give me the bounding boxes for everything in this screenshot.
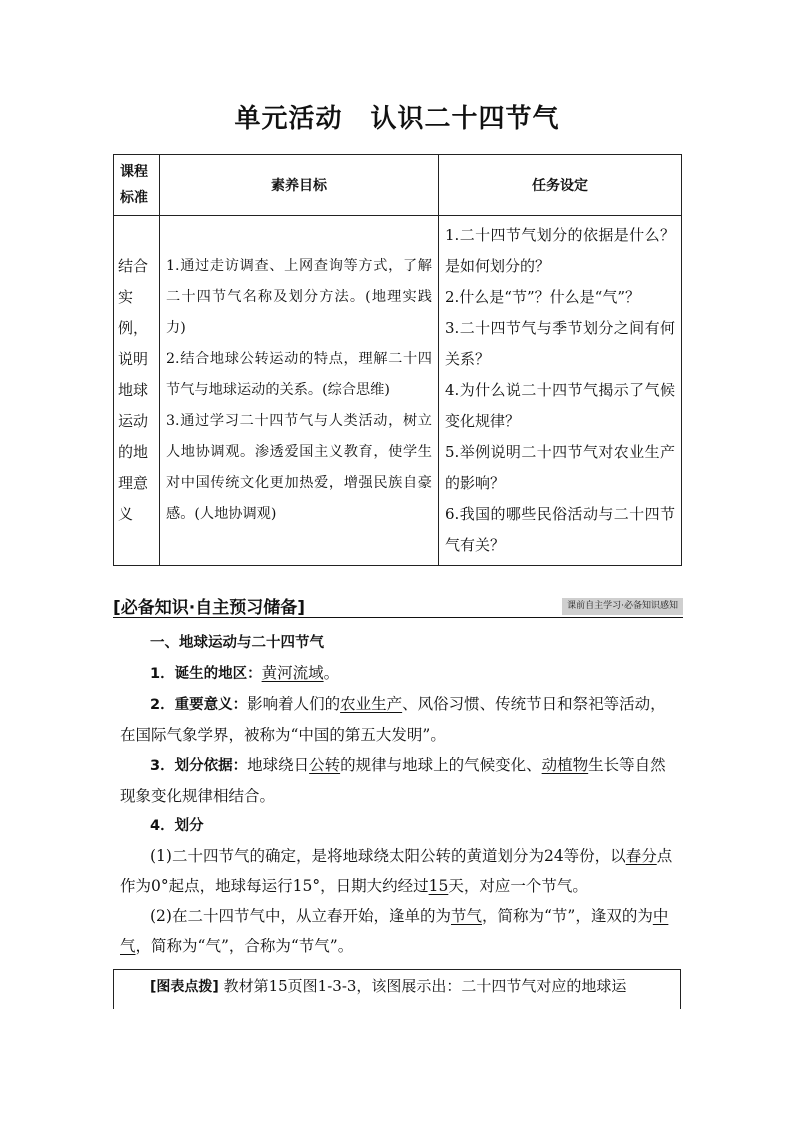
goals-cell bbox=[160, 216, 439, 566]
paragraph-basis: 3．划分依据：地球绕日公转的规律与地球上的气候变化、动植物生长等自然现象变化规律相结合。 bbox=[120, 756, 666, 805]
figure-note-text: 教材第15页图1-3-3，该图展示出：二十四节气对应的地球运 bbox=[223, 977, 627, 995]
figure-note-box bbox=[113, 969, 681, 1009]
header-standard: 课程 标准 bbox=[114, 155, 160, 216]
standard-cell: 结合 实 例， 说明 地球 运动 的地 理意 义 bbox=[114, 216, 160, 566]
task-item: 6.我国的哪些民俗活动与二十四节气有关？ bbox=[445, 505, 675, 554]
paragraph-division-2: (2)在二十四节气中，从立春开始，逢单的为节气，简称为“节”，逢双的为中气，简称为“气”，合称为“节气”。 bbox=[120, 907, 669, 955]
content-body bbox=[120, 628, 680, 961]
table-header-row bbox=[114, 155, 682, 216]
page-title: 单元活动 认识二十四节气 bbox=[234, 104, 560, 134]
table-row bbox=[114, 216, 682, 566]
paragraph-significance: 2．重要意义：影响着人们的农业生产、风俗习惯、传统节日和祭祀等活动，在国际气象学界，被称为“中国的第五大发明”。 bbox=[120, 695, 666, 744]
task-item: 1.二十四节气划分的依据是什么？是如何划分的？ bbox=[445, 226, 675, 275]
paragraph-origin: 1．诞生的地区：黄河流域。 bbox=[150, 664, 340, 682]
heading-division: 4．划分 bbox=[150, 818, 204, 834]
goal-item: 2.结合地球公转运动的特点，理解二十四节气与地球运动的关系。(综合思维) bbox=[166, 351, 432, 398]
section-header bbox=[113, 593, 683, 618]
figure-note-label: [图表点拨] bbox=[150, 979, 219, 995]
tasks-cell bbox=[439, 216, 682, 566]
task-item: 5.举例说明二十四节气对农业生产的影响？ bbox=[445, 443, 675, 492]
objectives-table bbox=[113, 154, 682, 566]
goal-item: 3.通过学习二十四节气与人类活动，树立人地协调观。渗透爱国主义教育，使学生对中国传统文化更加热爱，增强民族自豪感。(人地协调观) bbox=[166, 413, 432, 522]
paragraph-division-1: (1)二十四节气的确定，是将地球绕太阳公转的黄道划分为24等份，以春分点作为0°起点，地球每运行15°，日期大约经过15天，对应一个节气。 bbox=[120, 847, 673, 895]
section-tag: 课前自主学习·必备知识感知 bbox=[562, 598, 683, 615]
task-item: 4.为什么说二十四节气揭示了气候变化规律？ bbox=[445, 381, 675, 430]
task-item: 3.二十四节气与季节划分之间有何关系？ bbox=[445, 319, 675, 368]
header-goals: 素养目标 bbox=[160, 155, 439, 216]
goal-item: 1.通过走访调查、上网查询等方式，了解二十四节气名称及划分方法。(地理实践力) bbox=[166, 258, 432, 336]
task-item: 2.什么是“节”？什么是“气”？ bbox=[445, 288, 640, 306]
heading-earth-motion: 一、地球运动与二十四节气 bbox=[150, 635, 324, 651]
header-tasks: 任务设定 bbox=[439, 155, 682, 216]
section-title: [必备知识·自主预习储备] bbox=[113, 598, 305, 618]
